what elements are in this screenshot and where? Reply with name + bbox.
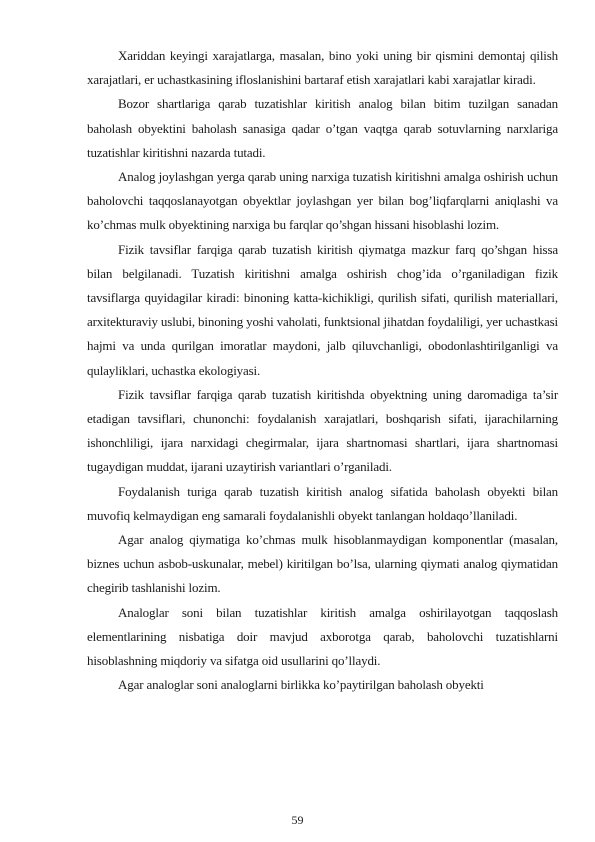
paragraph: Agar analoglar soni analoglarni birlikka ko’paytirilgan baholash obyekti [118, 677, 484, 693]
document-body [87, 44, 558, 697]
paragraph: Fizik tavsiflar farqiga qarab tuzatish kiritishda obyektning uning daromadiga ta’sir etadigan tavsiflari, chunonchi: foydalanish xarajatlari, boshqarish sifati, ijarachilarning ishonchliligi, ijara narxidagi chegirmalar, ijara shartnomasi shartlari, ijara shartnomasi tugaydigan muddat, ijarani uzaytirish variantlari o’rganiladi. [87, 386, 558, 475]
paragraph: Bozor shartlariga qarab tuzatishlar kiritish analog bilan bitim tuzilgan sanadan baholash obyektini baholash sanasiga qadar o’tgan vaqtga qarab sotuvlarning narxlariga tuzatishlar kiritishni nazarda tutadi. [87, 96, 558, 160]
paragraph: Analoglar soni bilan tuzatishlar kiritish amalga oshirilayotgan taqqoslash elementlarining nisbatiga doir mavjud axborotga qarab, baholovchi tuzatishlarni hisoblashning miqdoriy va sifatga oid usullarini qo’llaydi. [87, 604, 558, 669]
paragraph: Analog joylashgan yerga qarab uning narxiga tuzatish kiritishni amalga oshirish uchun baholovchi taqqoslanayotgan obyektlar joylashgan yer bilan bog’liqfarqlarni aniqlashi va ko’chmas mulk obyektining narxiga bu farqlar qo’shgan hissani hisoblashi lozim. [87, 169, 558, 233]
paragraph: Agar analog qiymatiga ko’chmas mulk hisoblanmaydigan komponentlar (masalan, biznes uchun asbob-uskunalar, mebel) kiritilgan bo’lsa, ularning qiymati analog qiymatidan chegirib tashlanishi lozim. [87, 532, 558, 596]
paragraph: Fizik tavsiflar farqiga qarab tuzatish kiritish qiymatga mazkur farq qo’shgan hissa bilan belgilanadi. Tuzatish kiritishni amalga oshirish chog’ida o’rganiladigan fizik tavsiflarga quyidagilar kiradi: binoning katta-kichikligi, qurilish sifati, qurilish materiallari, arxitekturaviy uslubi, binoning yoshi vaholati, funktsional jihatdan foydaliligi, yer uchastkasi hajmi va unda qurilgan imoratlar maydoni, jalb qiluvchanligi, obodonlashtirilganligi va qulayliklari, uchastka ekologiyasi. [87, 241, 558, 378]
page-number: 59 [291, 813, 304, 827]
paragraph: Xariddan keyingi xarajatlarga, masalan, bino yoki uning bir qismini demontaj qilish xarajatlari, er uchastkasining ifloslanishini bartaraf etish xarajatlari kabi xarajatlar kiradi. [87, 48, 558, 88]
paragraph: Foydalanish turiga qarab tuzatish kiritish analog sifatida baholash obyekti bilan muvofiq kelmaydigan eng samarali foydalanishli obyekt tanlangan holdaqo’llaniladi. [87, 483, 558, 523]
